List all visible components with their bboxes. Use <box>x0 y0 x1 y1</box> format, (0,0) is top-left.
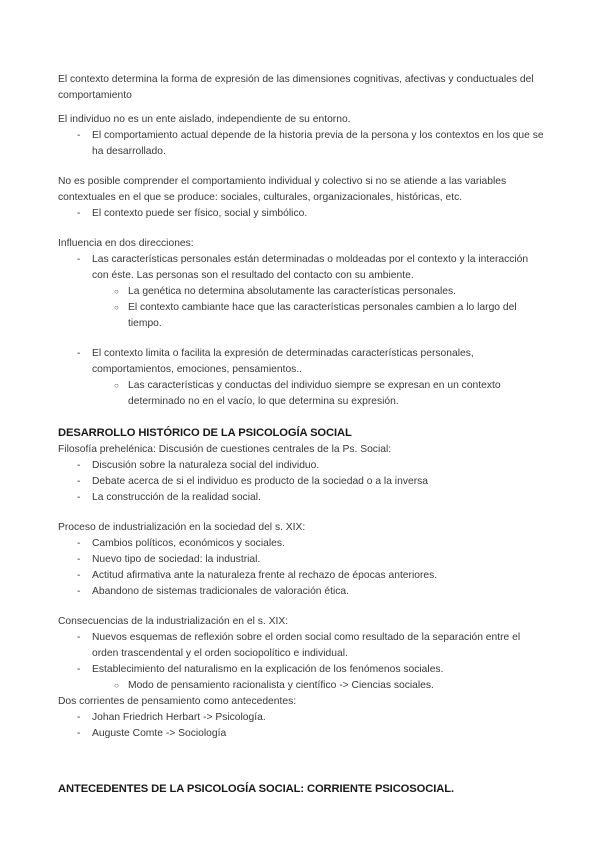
paragraph-two-currents: Dos corrientes de pensamiento como antecedentes: <box>58 696 297 707</box>
list-item: - Cambios políticos, económicos y sociales. <box>58 536 546 552</box>
list-item: - Debate acerca de si el individuo es producto de la sociedad o a la inversa <box>58 474 546 490</box>
list-consequences <box>58 630 546 678</box>
paragraph-industrialization: Proceso de industrialización en la sociedad del s. XIX: <box>58 522 306 533</box>
heading-historical-development: DESARROLLO HISTÓRICO DE LA PSICOLOGÍA SOCIAL <box>58 427 352 439</box>
sublist-influence-2 <box>58 378 546 410</box>
list-item: - Las características personales están determinadas o moldeadas por el contexto y la interacción con éste. Las personas son el resultado del contacto con su ambiente. <box>58 252 546 284</box>
list-item: - Johan Friedrich Herbart -> Psicología. <box>58 710 546 726</box>
sublist-influence-1 <box>58 284 546 332</box>
list-contextual <box>58 206 546 222</box>
list-individual <box>58 128 546 160</box>
list-item: - Nuevo tipo de sociedad: la industrial. <box>58 552 546 568</box>
paragraph-prehellenic: Filosofía prehelénica: Discusión de cuestiones centrales de la Ps. Social: <box>58 444 392 455</box>
list-item: - El contexto limita o facilita la expresión de determinadas características personales, comportamientos, emociones, pensamientos.. <box>58 346 546 378</box>
heading-psychosocial-current: ANTECEDENTES DE LA PSICOLOGÍA SOCIAL: CORRIENTE PSICOSOCIAL. <box>58 783 454 795</box>
list-two-currents <box>58 710 546 742</box>
paragraph-influence: Influencia en dos direcciones: <box>58 238 194 249</box>
paragraph-contextual-variables: No es posible comprender el comportamiento individual y colectivo si no se atiende a las variables contextuales en el que se produce: sociales, culturales, organizacionales, históricas, etc. <box>58 176 507 203</box>
list-item: - La construcción de la realidad social. <box>58 490 546 506</box>
list-item: - Abandono de sistemas tradicionales de valoración ética. <box>58 584 546 600</box>
list-item: - El contexto puede ser físico, social y simbólico. <box>58 206 546 222</box>
paragraph-consequences: Consecuencias de la industrialización en el s. XIX: <box>58 616 289 627</box>
document-page <box>58 72 546 798</box>
paragraph-individual: El individuo no es un ente aislado, independiente de su entorno. <box>58 114 351 125</box>
list-item: - Establecimiento del naturalismo en la explicación de los fenómenos sociales. <box>58 662 546 678</box>
list-prehellenic <box>58 458 546 506</box>
list-item: - El comportamiento actual depende de la historia previa de la persona y los contextos en los que se ha desarrollado. <box>58 128 546 160</box>
list-item: - Actitud afirmativa ante la naturaleza frente al rechazo de épocas anteriores. <box>58 568 546 584</box>
list-item: - Discusión sobre la naturaleza social del individuo. <box>58 458 546 474</box>
list-influence-2 <box>58 346 546 378</box>
sub-list-item: ○ La genética no determina absolutamente las características personales. <box>58 284 546 300</box>
sub-list-item: ○ El contexto cambiante hace que las características personales cambien a lo largo del tiempo. <box>58 300 546 332</box>
sub-list-item: ○ Las características y conductas del individuo siempre se expresan en un contexto determinado no en el vacío, lo que determina su expresión. <box>58 378 546 410</box>
list-item: - Nuevos esquemas de reflexión sobre el orden social como resultado de la separación entre el orden trascendental y el orden sociopolítico e individual. <box>58 630 546 662</box>
list-influence <box>58 252 546 284</box>
list-item: - Auguste Comte -> Sociología <box>58 726 546 742</box>
list-industrialization <box>58 536 546 600</box>
sub-list-item: ○ Modo de pensamiento racionalista y científico -> Ciencias sociales. <box>58 678 546 694</box>
sublist-consequences <box>58 678 546 694</box>
paragraph-context-determines: El contexto determina la forma de expresión de las dimensiones cognitivas, afectivas y conductuales del comportamiento <box>58 74 534 101</box>
